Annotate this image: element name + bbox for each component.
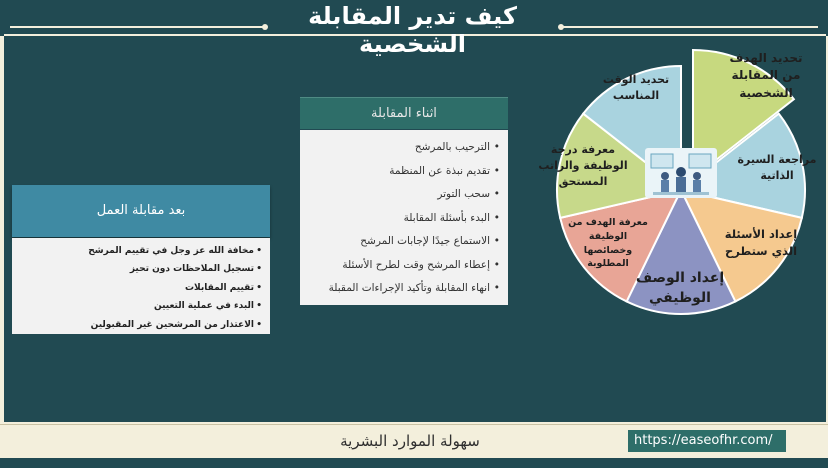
wheel-label-line: إعداد الوصف bbox=[635, 270, 725, 286]
list-item: • مخافة الله عز وجل في تقييم المرشح bbox=[20, 242, 260, 260]
list-item: • تقييم المقابلات bbox=[20, 279, 260, 297]
list-item: • تسجيل الملاحظات دون تحيز bbox=[20, 260, 260, 278]
wheel-label-line: مراجعة السيرة bbox=[737, 153, 817, 166]
wheel-segment-label bbox=[563, 216, 653, 271]
after-interview-heading: بعد مقابلة العمل bbox=[12, 185, 270, 237]
list-item: • انهاء المقابلة وتأكيد الإجراءات المقبلة bbox=[310, 277, 498, 301]
wheel-label-line: وخصائصها bbox=[583, 244, 633, 256]
during-interview-heading: اثناء المقابلة bbox=[300, 97, 508, 129]
wheel-segment-label bbox=[715, 226, 807, 259]
title-divider-left bbox=[10, 26, 265, 28]
meeting-illustration-icon bbox=[645, 148, 717, 198]
wheel-label-line: تحديد الوقت bbox=[602, 73, 670, 86]
list-item: • الترحيب بالمرشح bbox=[310, 136, 498, 160]
wheel-segment-label bbox=[721, 50, 811, 102]
preparation-wheel bbox=[535, 30, 827, 350]
wheel-segment-label bbox=[731, 152, 823, 184]
after-interview-list bbox=[12, 238, 270, 334]
wheel-label-line: تحديد الهدف bbox=[729, 51, 803, 65]
wheel-segment-label bbox=[593, 72, 679, 104]
list-item: • البدء بأسئلة المقابلة bbox=[310, 207, 498, 231]
wheel-label-line: الذاتية bbox=[760, 168, 794, 182]
wheel-label-line: الوظيفة والراتب bbox=[538, 158, 628, 172]
wheel-label-line: المستحق bbox=[558, 174, 608, 188]
wheel-label-line: إعداد الأسئلة bbox=[724, 227, 798, 241]
wheel-label-line: معرفة الهدف من bbox=[568, 217, 648, 228]
list-item: • الاعتذار من المرشحين غير المقبولين bbox=[20, 316, 260, 334]
bottom-strip bbox=[0, 458, 828, 468]
website-link[interactable]: https://easeofhr.com/ bbox=[628, 430, 786, 452]
list-item: • الاستماع جيدًا لإجابات المرشح bbox=[310, 230, 498, 254]
wheel-label-line: الوظيفة bbox=[588, 230, 628, 242]
wheel-segment-label bbox=[635, 268, 725, 309]
wheel-label-line: الوظيفي bbox=[649, 290, 711, 307]
title-divider-right bbox=[560, 26, 818, 28]
list-item: • تقديم نبذة عن المنظمة bbox=[310, 160, 498, 184]
during-interview-list bbox=[300, 130, 508, 305]
wheel-label-line: المناسب bbox=[612, 88, 660, 102]
page-title: كيف تدير المقابلة الشخصية bbox=[308, 2, 517, 58]
wheel-label-line: المطلوبة bbox=[587, 258, 629, 270]
list-item: • سحب التوتر bbox=[310, 183, 498, 207]
wheel-label-line: الذي ستطرح bbox=[724, 243, 798, 258]
wheel-segment-label bbox=[537, 142, 629, 190]
list-item: • إعطاء المرشح وقت لطرح الأسئلة bbox=[310, 254, 498, 278]
wheel-label-line: الشخصية bbox=[739, 85, 793, 100]
wheel-label-line: معرفة درجة bbox=[550, 143, 616, 156]
footer-brand: سهولة الموارد البشرية bbox=[340, 432, 480, 450]
list-item: • البدء في عملية التعيين bbox=[20, 297, 260, 315]
wheel-label-line: من المقابلة bbox=[731, 68, 801, 83]
